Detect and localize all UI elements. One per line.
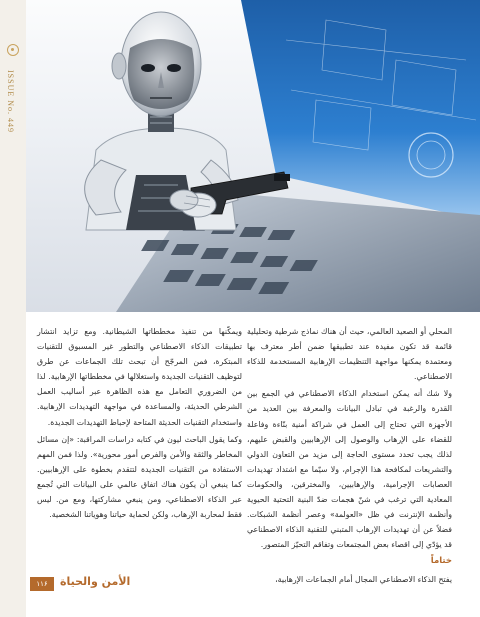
magazine-brand: الأمن والحياة [60,575,131,588]
page-footer [26,574,480,596]
paragraph: المحلي أو الصعيد العالمي، حيث أن هناك نماذج شرطية وتحليلية قائمة قد تكون مفيدة عند تطبيقها ضمن أطر معترف بها ومعتمدة يمكنها مواجهة التنظيمات الإرهابية المستخدمة للذكاء الاصطناعي. [247,327,452,382]
paragraph: يفتح الذكاء الاصطناعي المجال أمام الجماعات الإرهابية، [275,574,452,584]
margin-strip [0,0,26,617]
hero-image [26,0,480,312]
robot-illustration [26,0,480,312]
issue-number-label: ISSUE No. 449 [6,70,15,134]
text-column-left [37,324,242,524]
section-subhead: ختاماً [430,556,452,567]
page-number: ۱۱۶ [30,577,54,591]
paragraph: وكما يقول الباحث ليون في كتابه دراسات المراقبة: «إن مسائل المخاطر والثقة والأمن والفرص أمور محورية». ولذا فمن المهم الاستفادة من التقنيات الجديدة لتتقدم بخطوة على الإرهابيين. كما ينبغي أن يكون هناك اتفاق عالمي على البيانات التي تُجمع عبر الذكاء الاصطناعي، ومن ينبغي مشاركتها، ومع من. ليس فقط لمحاربة الإرهاب، ولكن لحماية حياتنا وهوياتنا الشخصية. [37,434,242,520]
text-column-right [247,324,452,589]
paragraph: ويمكّنها من تنفيذ مخططاتها الشيطانية. ومع تزايد انتشار تطبيقات الذكاء الاصطناعي والتطور غير المسبوق للتقنيات المبتكرة، فمن المرجّح أن تبحث تلك الجماعات عن طرق لتوظيف التقنيات الجديدة واستغلالها في مخططاتها الإرهابية. لذا من الضروري التعامل مع هذه الظاهرة عبر أساليب العمل الشرطي الحديثة، والمساعدة في مواجهة التهديدات الإرهابية. واستخدام التقنيات الحديثة المتاحة لإحباط التهديدات الجديدة. [37,327,242,427]
issue-emblem-icon [7,44,19,56]
paragraph: ولا شك أنه يمكن استخدام الذكاء الاصطناعي في الجمع بين القدرة والرغبة في تبادل البيانات والمعرفة بين العديد من الأجهزة التي تحتاج إلى العمل في شراكة أمنية بنّاءة وفاعلة للقضاء على الإرهاب والوصول إلى الإرهابيين والقبض عليهم، لذلك يجب تحدد مستوى الحاجة إلى مزيد من التعاون الدولي والتشريعات لمكافحة هذا الإجرام، ولا سيّما مع اشتداد تهديدات العصابات الإجرامية، والإرهابيين، والمخترقين، والحكومات المعادية التي ترغب في شنّ هجمات ضدّ البنية التحتية الحيوية وأنظمة الإنترنت في ظل «العولمة» وعصر أنظمة الشبكات. فضلاً عن أن تهديدات الإرهاب المتبني للتقنية الذكاء الاصطناعي قد يؤدّي إلى اقصاء بعض المجتمعات وتفاقم التحيّز المتصور. [247,389,452,550]
